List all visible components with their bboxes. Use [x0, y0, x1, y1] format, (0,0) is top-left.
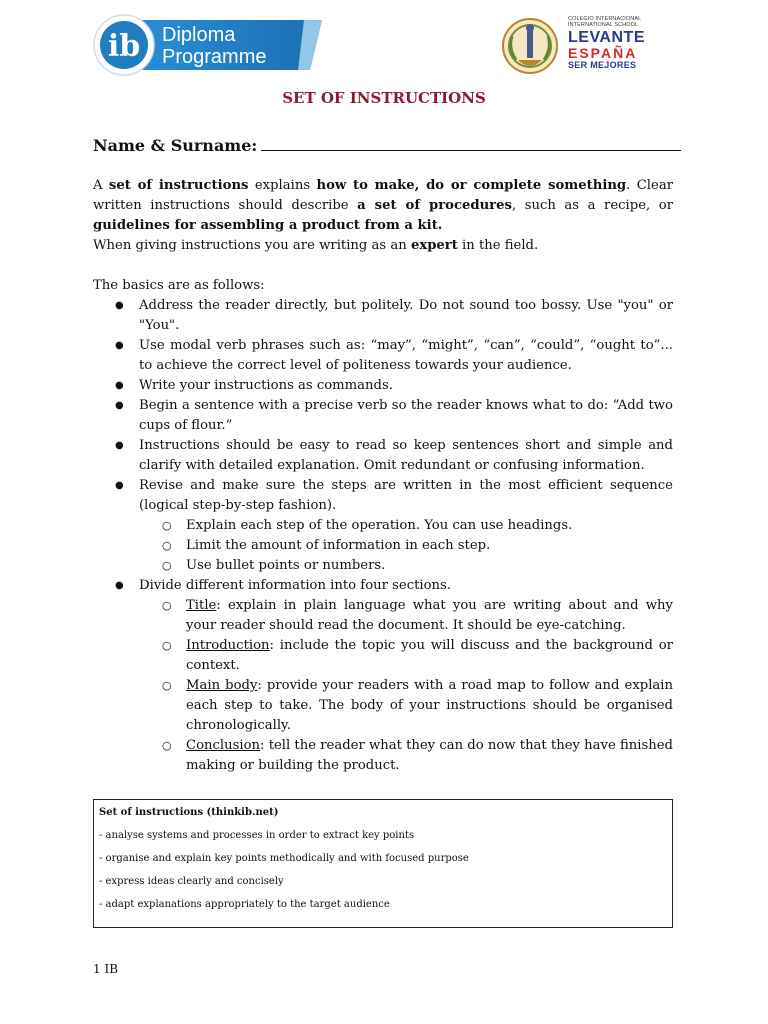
- ib-logo-line2: Programme: [162, 46, 267, 68]
- text-run: explains: [248, 178, 317, 193]
- text-run: in the field.: [457, 238, 539, 253]
- school-logo-text: [568, 16, 660, 70]
- sublist-item: ○ Use bullet points or numbers.: [139, 556, 673, 576]
- section-term: Conclusion: [186, 738, 261, 753]
- name-label: Name & Surname:: [93, 136, 258, 155]
- list-item: [93, 576, 673, 776]
- list-item-text: Revise and make sure the steps are written in the most efficient sequence (logical step-by-step fashion).: [139, 478, 673, 513]
- sublist-item: ○ Limit the amount of information in each step.: [139, 536, 673, 556]
- intro-paragraph-2: [93, 236, 673, 256]
- school-motto: SER MEJORES: [568, 60, 637, 70]
- text-run: , such as a recipe, or: [511, 198, 673, 213]
- section-term: Main body: [186, 678, 258, 693]
- list-item-text: Divide different information into four sections.: [139, 578, 451, 593]
- list-item: ● Write your instructions as commands.: [93, 376, 673, 396]
- box-item: - adapt explanations appropriately to the target audience: [99, 899, 390, 910]
- section-desc: : tell the reader what they can do now that they have finished making or building the product.: [186, 738, 673, 773]
- list-item: ● Address the reader directly, but politely. Do not sound too bossy. Use "you" or "You".: [93, 296, 673, 336]
- text-run: . Clear written instructions should describe: [93, 178, 673, 213]
- bold-text-run: expert: [410, 238, 458, 253]
- text-run: A: [93, 178, 109, 193]
- bold-text-run: how to make, do or complete something: [316, 178, 627, 193]
- skills-box: [93, 799, 673, 928]
- page-footer: 1 IB: [93, 962, 119, 976]
- section-term: Introduction: [186, 638, 270, 653]
- name-blank-line[interactable]: [261, 136, 681, 151]
- box-heading: Set of instructions (thinkib.net): [99, 807, 279, 818]
- intro-paragraph-1: [93, 176, 673, 236]
- bold-text-run: set of instructions: [108, 178, 249, 193]
- list-item: ● Begin a sentence with a precise verb so the reader knows what to do: “Add two cups of flour.”: [93, 396, 673, 436]
- box-item: - express ideas clearly and concisely: [99, 876, 284, 887]
- sublist-item: [139, 636, 673, 676]
- ib-logo-letters: ib: [107, 29, 141, 64]
- school-crest-icon: [500, 16, 564, 76]
- basics-list: [93, 296, 673, 776]
- sublist-item: [139, 676, 673, 736]
- list-item: ● Instructions should be easy to read so keep sentences short and simple and clarify with detailed explanation. Omit redundant or confusing information.: [93, 436, 673, 476]
- section-desc: : explain in plain language what you are writing about and why your reader should read the document. It should be eye-catching.: [186, 598, 673, 633]
- bold-text-run: guidelines for assembling a product from a kit.: [93, 218, 443, 233]
- section-desc: : provide your readers with a road map to follow and explain each step to take. The body of your instructions should be organised chronologically.: [186, 678, 673, 733]
- school-line1: COLEGIO INTERNACIONAL: [568, 16, 642, 22]
- ib-logo-line1: Diploma: [162, 24, 236, 46]
- main-content: [93, 176, 673, 776]
- steps-sublist: [139, 516, 673, 576]
- sublist-item: [139, 596, 673, 636]
- list-item: [93, 476, 673, 576]
- school-country: ESPAÑA: [568, 45, 638, 61]
- page-title: SET OF INSTRUCTIONS: [282, 89, 486, 107]
- school-name: LEVANTE: [568, 29, 645, 46]
- school-line2: INTERNATIONAL SCHOOL: [568, 22, 639, 28]
- list-item: ● Use modal verb phrases such as: “may”, “might”, “can”, “could”, “ought to”... to achieve the correct level of politeness towards your audience.: [93, 336, 673, 376]
- box-item: - analyse systems and processes in order to extract key points: [99, 830, 415, 841]
- sections-sublist: [139, 596, 673, 776]
- bold-text-run: a set of procedures: [357, 198, 512, 213]
- basics-heading: The basics are as follows:: [93, 278, 265, 293]
- section-desc: : include the topic you will discuss and the background or context.: [186, 638, 673, 673]
- text-run: When giving instructions you are writing as an: [93, 238, 411, 253]
- box-item: - organise and explain key points methodically and with focused purpose: [99, 853, 469, 864]
- sublist-item: ○ Explain each step of the operation. You can use headings.: [139, 516, 673, 536]
- name-field-row: [93, 136, 681, 155]
- sublist-item: [139, 736, 673, 776]
- section-term: Title: [186, 598, 217, 613]
- ib-diploma-logo: [92, 12, 328, 78]
